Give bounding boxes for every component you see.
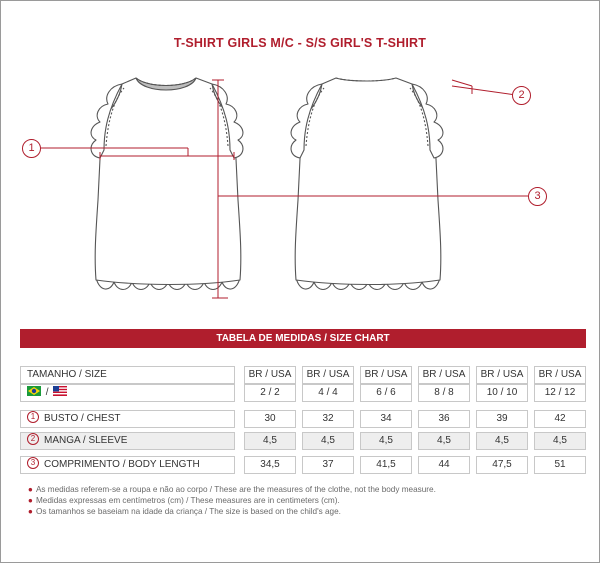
size-cell: 8 / 8	[418, 384, 470, 402]
row-number-icon: 3	[27, 457, 39, 469]
measure-row-label	[20, 432, 235, 450]
footnote: ● Medidas expressas em centímetros (cm) / These measures are in centimeters (cm).	[28, 496, 340, 505]
row-number-icon: 2	[27, 433, 39, 445]
bullet-icon: ●	[28, 485, 33, 494]
value-cell: 36	[418, 410, 470, 428]
footnotes	[28, 484, 436, 517]
value-cell: 4,5	[244, 432, 296, 450]
value-cell: 37	[302, 456, 354, 474]
measure-row-label	[20, 410, 235, 428]
callout-2-sleeve: 2	[512, 86, 531, 105]
value-cell: 32	[302, 410, 354, 428]
region-header: BR / USA	[476, 366, 528, 384]
size-cell: 6 / 6	[360, 384, 412, 402]
flag-separator: /	[45, 387, 49, 398]
value-cell: 4,5	[302, 432, 354, 450]
size-cell: 2 / 2	[244, 384, 296, 402]
row-label-chest: BUSTO / CHEST	[44, 413, 121, 424]
value-cell: 4,5	[534, 432, 586, 450]
footnote: ● Os tamanhos se baseiam na idade da criança / The size is based on the child's age.	[28, 507, 341, 516]
tshirt-front-view	[91, 78, 243, 290]
brazil-flag-icon	[27, 386, 41, 396]
value-cell: 42	[534, 410, 586, 428]
usa-flag-icon	[53, 386, 67, 396]
bullet-icon: ●	[28, 496, 33, 505]
row-number-icon: 1	[27, 411, 39, 423]
value-cell: 47,5	[476, 456, 528, 474]
tshirt-back-view	[291, 78, 443, 290]
value-cell: 41,5	[360, 456, 412, 474]
region-header: BR / USA	[534, 366, 586, 384]
region-header: BR / USA	[360, 366, 412, 384]
value-cell: 34,5	[244, 456, 296, 474]
callout-3-body-length: 3	[528, 187, 547, 206]
footnote: ● As medidas referem-se a roupa e não ao corpo / These are the measures of the clothe, not the body measure.	[28, 485, 436, 494]
size-cell: 4 / 4	[302, 384, 354, 402]
page-title: T-SHIRT GIRLS M/C - S/S GIRL'S T-SHIRT	[173, 36, 427, 50]
size-cell: 10 / 10	[476, 384, 528, 402]
flags-cell	[20, 384, 235, 402]
value-cell: 51	[534, 456, 586, 474]
value-cell: 4,5	[360, 432, 412, 450]
value-cell: 30	[244, 410, 296, 428]
size-label-cell	[20, 366, 235, 384]
row-label-sleeve: MANGA / SLEEVE	[44, 435, 128, 446]
value-cell: 44	[418, 456, 470, 474]
size-cell: 12 / 12	[534, 384, 586, 402]
bullet-icon: ●	[28, 507, 33, 516]
size-chart-title: TABELA DE MEDIDAS / SIZE CHART	[20, 329, 586, 348]
region-header: BR / USA	[418, 366, 470, 384]
value-cell: 34	[360, 410, 412, 428]
row-label-body-length: COMPRIMENTO / BODY LENGTH	[44, 459, 200, 470]
measure-row-label	[20, 456, 235, 474]
region-header: BR / USA	[302, 366, 354, 384]
value-cell: 4,5	[476, 432, 528, 450]
size-label: TAMANHO / SIZE	[27, 369, 107, 380]
callout-1-chest: 1	[22, 139, 41, 158]
region-header: BR / USA	[244, 366, 296, 384]
value-cell: 4,5	[418, 432, 470, 450]
value-cell: 39	[476, 410, 528, 428]
